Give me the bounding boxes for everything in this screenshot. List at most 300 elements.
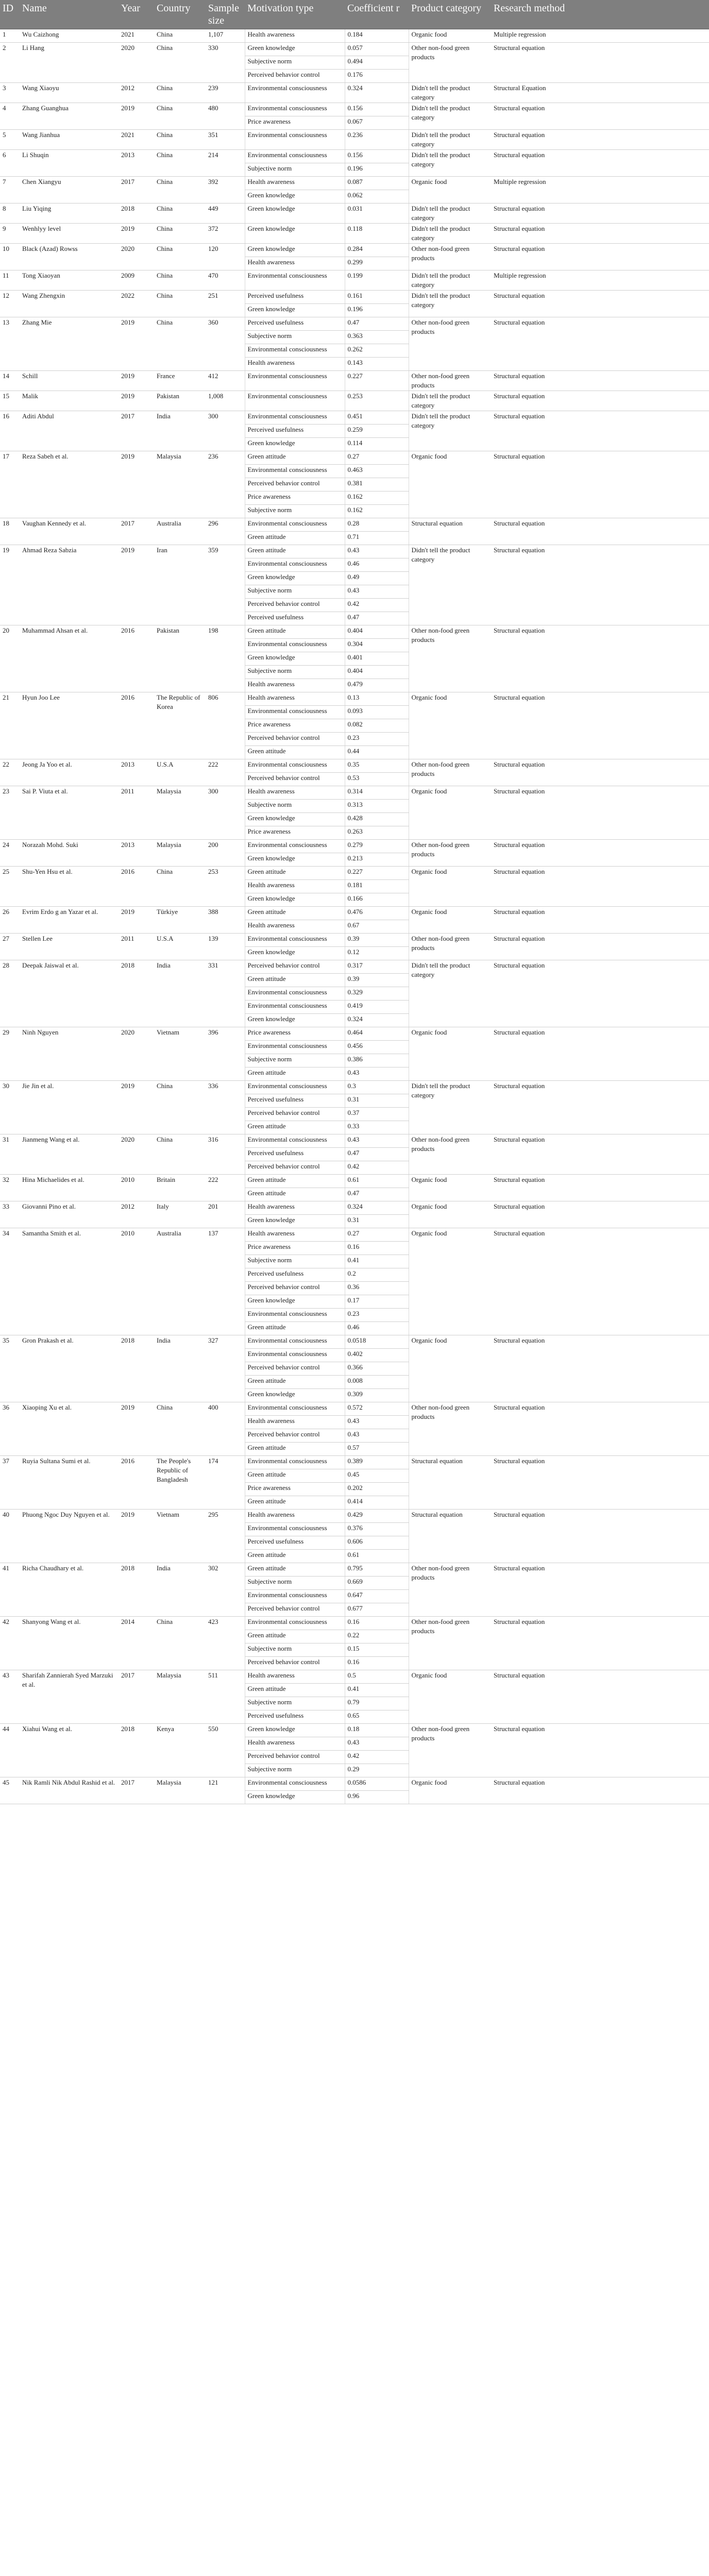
cell-research-method: Structural equation [491,244,709,270]
cell-coefficient: 0.463 [345,465,409,478]
cell-sample-size: 423 [206,1617,245,1670]
cell-id: 23 [0,786,20,840]
cell-year: 2012 [119,1201,154,1228]
cell-year: 2019 [119,103,154,130]
cell-coefficient: 0.37 [345,1108,409,1121]
cell-research-method: Structural equation [491,907,709,934]
cell-motivation-type: Environmental consciousness [245,1523,345,1536]
cell-motivation-type: Environmental consciousness [245,558,345,572]
cell-coefficient: 0.44 [345,746,409,759]
cell-motivation-type: Green attitude [245,1563,345,1577]
cell-motivation-type: Subjective norm [245,1697,345,1710]
cell-coefficient: 0.43 [345,1737,409,1751]
cell-name: Gron Prakash et al. [20,1335,119,1402]
cell-motivation-type: Green attitude [245,907,345,920]
table-row [0,411,709,425]
cell-motivation-type: Green knowledge [245,244,345,257]
cell-name: Zhang Guanghua [20,103,119,130]
cell-coefficient: 0.46 [345,1322,409,1335]
cell-coefficient: 0.47 [345,1188,409,1201]
table-row [0,1724,709,1737]
cell-name: Stellen Lee [20,934,119,960]
table-row [0,867,709,880]
cell-product-category: Organic food [409,786,491,840]
cell-motivation-type: Environmental consciousness [245,1456,345,1469]
cell-name: Evrim Erdo g an Yazar et al. [20,907,119,934]
cell-product-category: Other non-food green products [409,1617,491,1670]
cell-motivation-type: Environmental consciousness [245,103,345,116]
cell-sample-size: 330 [206,43,245,83]
cell-research-method: Structural equation [491,291,709,317]
cell-year: 2017 [119,518,154,545]
cell-coefficient: 0.184 [345,29,409,43]
cell-sample-size: 300 [206,411,245,451]
cell-coefficient: 0.17 [345,1295,409,1309]
cell-coefficient: 0.67 [345,920,409,934]
cell-coefficient: 0.0586 [345,1777,409,1791]
table-row [0,840,709,853]
cell-motivation-type: Environmental consciousness [245,1134,345,1148]
cell-country: China [154,270,206,291]
cell-coefficient: 0.79 [345,1697,409,1710]
cell-motivation-type: Environmental consciousness [245,1041,345,1054]
table-row [0,1510,709,1523]
cell-country: India [154,411,206,451]
cell-product-category: Other non-food green products [409,1402,491,1456]
cell-id: 24 [0,840,20,867]
cell-coefficient: 0.057 [345,43,409,56]
table-row [0,1081,709,1094]
cell-research-method: Structural equation [491,1175,709,1201]
cell-year: 2017 [119,411,154,451]
cell-coefficient: 0.429 [345,1510,409,1523]
cell-motivation-type: Green knowledge [245,438,345,451]
cell-product-category: Other non-food green products [409,317,491,371]
cell-sample-size: 296 [206,518,245,545]
cell-coefficient: 0.202 [345,1483,409,1496]
cell-coefficient: 0.376 [345,1523,409,1536]
cell-coefficient: 0.213 [345,853,409,867]
table-row [0,150,709,163]
cell-motivation-type: Green attitude [245,451,345,465]
table-row [0,907,709,920]
table-row [0,204,709,224]
cell-name: Black (Azad) Rowss [20,244,119,270]
cell-name: Aditi Abdul [20,411,119,451]
cell-year: 2020 [119,1027,154,1081]
cell-id: 32 [0,1175,20,1201]
cell-motivation-type: Price awareness [245,116,345,130]
cell-coefficient: 0.47 [345,1148,409,1161]
cell-name: Chen Xiangyu [20,177,119,204]
cell-sample-size: 359 [206,545,245,625]
cell-year: 2009 [119,270,154,291]
cell-motivation-type: Environmental consciousness [245,518,345,532]
cell-sample-size: 121 [206,1777,245,1804]
cell-motivation-type: Perceived usefulness [245,1148,345,1161]
cell-motivation-type: Green attitude [245,746,345,759]
cell-name: Norazah Mohd. Suki [20,840,119,867]
cell-motivation-type: Perceived behavior control [245,1603,345,1617]
cell-id: 16 [0,411,20,451]
cell-country: U.S.A [154,934,206,960]
table-row [0,391,709,411]
cell-name: Wang Zhengxin [20,291,119,317]
cell-id: 27 [0,934,20,960]
cell-year: 2010 [119,1228,154,1335]
cell-coefficient: 0.43 [345,1134,409,1148]
cell-coefficient: 0.313 [345,800,409,813]
cell-sample-size: 214 [206,150,245,177]
cell-name: Jianmeng Wang et al. [20,1134,119,1175]
cell-id: 33 [0,1201,20,1228]
cell-motivation-type: Green attitude [245,1550,345,1563]
cell-coefficient: 0.299 [345,257,409,270]
cell-id: 41 [0,1563,20,1617]
cell-id: 6 [0,150,20,177]
cell-coefficient: 0.386 [345,1054,409,1067]
cell-product-category: Organic food [409,1201,491,1228]
cell-name: Shu-Yen Hsu et al. [20,867,119,907]
cell-research-method: Structural equation [491,1617,709,1670]
cell-coefficient: 0.324 [345,83,409,103]
cell-coefficient: 0.156 [345,150,409,163]
cell-country: India [154,960,206,1027]
cell-year: 2020 [119,1134,154,1175]
cell-country: China [154,244,206,270]
cell-motivation-type: Subjective norm [245,800,345,813]
cell-product-category: Organic food [409,1027,491,1081]
cell-motivation-type: Environmental consciousness [245,987,345,1001]
cell-coefficient: 0.479 [345,679,409,692]
cell-product-category: Didn't tell the product category [409,291,491,317]
cell-id: 44 [0,1724,20,1777]
cell-research-method: Structural equation [491,1777,709,1804]
cell-country: China [154,291,206,317]
cell-coefficient: 0.47 [345,612,409,625]
cell-coefficient: 0.259 [345,425,409,438]
header-name: Name [20,0,119,29]
cell-coefficient: 0.317 [345,960,409,974]
cell-coefficient: 0.16 [345,1657,409,1670]
cell-coefficient: 0.2 [345,1268,409,1282]
cell-product-category: Other non-food green products [409,1134,491,1175]
cell-year: 2020 [119,43,154,83]
cell-coefficient: 0.162 [345,505,409,518]
cell-motivation-type: Green attitude [245,1469,345,1483]
cell-motivation-type: Green attitude [245,1067,345,1081]
cell-sample-size: 222 [206,759,245,786]
cell-research-method: Structural equation [491,867,709,907]
cell-research-method: Structural equation [491,960,709,1027]
table-row [0,625,709,639]
cell-coefficient: 0.199 [345,270,409,291]
cell-motivation-type: Environmental consciousness [245,270,345,291]
table-row [0,1563,709,1577]
cell-year: 2013 [119,759,154,786]
cell-motivation-type: Health awareness [245,1670,345,1684]
cell-id: 5 [0,130,20,150]
cell-product-category: Didn't tell the product category [409,83,491,103]
cell-year: 2018 [119,1335,154,1402]
cell-id: 43 [0,1670,20,1724]
cell-motivation-type: Green knowledge [245,572,345,585]
cell-coefficient: 0.404 [345,666,409,679]
cell-name: Zhang Mie [20,317,119,371]
table-header [0,0,709,29]
cell-coefficient: 0.42 [345,599,409,612]
cell-motivation-type: Green knowledge [245,204,345,224]
cell-motivation-type: Green attitude [245,1175,345,1188]
cell-coefficient: 0.309 [345,1389,409,1402]
cell-product-category: Organic food [409,692,491,759]
cell-coefficient: 0.96 [345,1791,409,1804]
cell-motivation-type: Environmental consciousness [245,411,345,425]
cell-product-category: Organic food [409,1228,491,1335]
cell-country: India [154,1563,206,1617]
cell-coefficient: 0.43 [345,1429,409,1443]
cell-motivation-type: Health awareness [245,257,345,270]
cell-coefficient: 0.27 [345,451,409,465]
cell-motivation-type: Environmental consciousness [245,83,345,103]
cell-country: Malaysia [154,1670,206,1724]
header-motivation-type: Motivation type [245,0,345,29]
cell-year: 2019 [119,451,154,518]
cell-country: Pakistan [154,625,206,692]
cell-coefficient: 0.404 [345,625,409,639]
cell-research-method: Structural Equation [491,83,709,103]
cell-coefficient: 0.39 [345,934,409,947]
cell-product-category: Didn't tell the product category [409,103,491,130]
cell-motivation-type: Perceived usefulness [245,1536,345,1550]
cell-year: 2020 [119,244,154,270]
cell-name: Malik [20,391,119,411]
cell-motivation-type: Green attitude [245,1376,345,1389]
cell-name: Hina Michaelides et al. [20,1175,119,1201]
table-row [0,43,709,56]
cell-coefficient: 0.227 [345,867,409,880]
cell-motivation-type: Health awareness [245,358,345,371]
cell-motivation-type: Green knowledge [245,853,345,867]
cell-motivation-type: Health awareness [245,679,345,692]
cell-id: 36 [0,1402,20,1456]
cell-country: China [154,1134,206,1175]
cell-country: Türkiye [154,907,206,934]
cell-coefficient: 0.12 [345,947,409,960]
table-row [0,692,709,706]
cell-name: Ruyia Sultana Sumi et al. [20,1456,119,1510]
cell-coefficient: 0.29 [345,1764,409,1777]
cell-name: Hyun Joo Lee [20,692,119,759]
cell-sample-size: 236 [206,451,245,518]
cell-country: China [154,1402,206,1456]
cell-name: Muhammad Ahsan et al. [20,625,119,692]
cell-research-method: Structural equation [491,317,709,371]
cell-motivation-type: Health awareness [245,692,345,706]
cell-sample-size: 550 [206,1724,245,1777]
cell-product-category: Other non-food green products [409,625,491,692]
cell-country: Malaysia [154,451,206,518]
cell-name: Ninh Nguyen [20,1027,119,1081]
cell-product-category: Didn't tell the product category [409,545,491,625]
cell-country: China [154,103,206,130]
table-row [0,1670,709,1684]
cell-name: Vaughan Kennedy et al. [20,518,119,545]
cell-id: 30 [0,1081,20,1134]
cell-id: 15 [0,391,20,411]
cell-coefficient: 0.57 [345,1443,409,1456]
cell-motivation-type: Green attitude [245,1630,345,1643]
cell-sample-size: 1,107 [206,29,245,43]
cell-coefficient: 0.31 [345,1094,409,1108]
cell-motivation-type: Health awareness [245,880,345,893]
cell-name: Li Hang [20,43,119,83]
cell-year: 2013 [119,840,154,867]
cell-motivation-type: Perceived behavior control [245,1657,345,1670]
table-row [0,317,709,331]
cell-id: 13 [0,317,20,371]
cell-motivation-type: Green knowledge [245,190,345,204]
cell-motivation-type: Perceived behavior control [245,1108,345,1121]
cell-coefficient: 0.227 [345,371,409,391]
cell-name: Sharifah Zannierah Syed Marzuki et al. [20,1670,119,1724]
cell-coefficient: 0.389 [345,1456,409,1469]
cell-country: Italy [154,1201,206,1228]
header-product-category: Product category [409,0,491,29]
cell-coefficient: 0.36 [345,1282,409,1295]
cell-country: Kenya [154,1724,206,1777]
cell-research-method: Structural equation [491,934,709,960]
cell-product-category: Didn't tell the product category [409,1081,491,1134]
cell-motivation-type: Subjective norm [245,163,345,177]
cell-motivation-type: Perceived behavior control [245,1429,345,1443]
cell-year: 2018 [119,960,154,1027]
cell-year: 2019 [119,391,154,411]
cell-year: 2012 [119,83,154,103]
cell-id: 35 [0,1335,20,1402]
cell-product-category: Other non-food green products [409,43,491,83]
cell-coefficient: 0.49 [345,572,409,585]
cell-country: China [154,1617,206,1670]
cell-motivation-type: Environmental consciousness [245,1309,345,1322]
cell-coefficient: 0.47 [345,317,409,331]
cell-motivation-type: Health awareness [245,1201,345,1215]
cell-motivation-type: Environmental consciousness [245,840,345,853]
cell-product-category: Organic food [409,29,491,43]
cell-motivation-type: Green knowledge [245,1295,345,1309]
cell-motivation-type: Health awareness [245,786,345,800]
table-row [0,934,709,947]
cell-motivation-type: Environmental consciousness [245,639,345,652]
cell-motivation-type: Subjective norm [245,505,345,518]
cell-sample-size: 392 [206,177,245,204]
cell-product-category: Didn't tell the product category [409,130,491,150]
cell-product-category: Didn't tell the product category [409,224,491,244]
cell-sample-size: 470 [206,270,245,291]
cell-motivation-type: Price awareness [245,1027,345,1041]
cell-id: 28 [0,960,20,1027]
cell-name: Samantha Smith et al. [20,1228,119,1335]
cell-country: Britain [154,1175,206,1201]
cell-coefficient: 0.161 [345,291,409,304]
cell-coefficient: 0.304 [345,639,409,652]
cell-name: Phuong Ngoc Duy Nguyen et al. [20,1510,119,1563]
cell-coefficient: 0.606 [345,1536,409,1550]
table-row [0,518,709,532]
cell-product-category: Organic food [409,1175,491,1201]
table-row [0,1402,709,1416]
cell-name: Tong Xiaoyan [20,270,119,291]
cell-product-category: Other non-food green products [409,371,491,391]
cell-motivation-type: Subjective norm [245,1255,345,1268]
cell-research-method: Structural equation [491,1027,709,1081]
cell-sample-size: 372 [206,224,245,244]
cell-id: 4 [0,103,20,130]
cell-research-method: Structural equation [491,1563,709,1617]
table-row [0,545,709,558]
cell-country: Iran [154,545,206,625]
cell-id: 18 [0,518,20,545]
cell-motivation-type: Environmental consciousness [245,1402,345,1416]
cell-motivation-type: Perceived usefulness [245,1268,345,1282]
cell-year: 2022 [119,291,154,317]
cell-coefficient: 0.196 [345,163,409,177]
cell-year: 2016 [119,625,154,692]
cell-product-category: Didn't tell the product category [409,204,491,224]
cell-motivation-type: Green knowledge [245,1389,345,1402]
cell-coefficient: 0.45 [345,1469,409,1483]
cell-sample-size: 295 [206,1510,245,1563]
cell-year: 2019 [119,224,154,244]
cell-research-method: Structural equation [491,1134,709,1175]
table-row [0,1134,709,1148]
cell-motivation-type: Environmental consciousness [245,706,345,719]
cell-motivation-type: Green knowledge [245,1215,345,1228]
cell-coefficient: 0.401 [345,652,409,666]
cell-motivation-type: Perceived behavior control [245,1362,345,1376]
cell-research-method: Structural equation [491,1724,709,1777]
cell-coefficient: 0.677 [345,1603,409,1617]
table-row [0,960,709,974]
cell-research-method: Structural equation [491,545,709,625]
cell-coefficient: 0.176 [345,70,409,83]
cell-motivation-type: Green attitude [245,545,345,558]
cell-sample-size: 449 [206,204,245,224]
cell-motivation-type: Green attitude [245,1443,345,1456]
cell-motivation-type: Subjective norm [245,1577,345,1590]
cell-country: Australia [154,518,206,545]
table-row [0,224,709,244]
cell-coefficient: 0.16 [345,1242,409,1255]
cell-name: Liu Yiqing [20,204,119,224]
cell-motivation-type: Health awareness [245,920,345,934]
cell-country: Malaysia [154,1777,206,1804]
cell-coefficient: 0.43 [345,1067,409,1081]
table-row [0,1228,709,1242]
cell-country: China [154,83,206,103]
cell-coefficient: 0.61 [345,1175,409,1188]
cell-country: India [154,1335,206,1402]
cell-coefficient: 0.062 [345,190,409,204]
header-coefficient: Coefficient r [345,0,409,29]
table-row [0,451,709,465]
cell-name: Ahmad Reza Sabzia [20,545,119,625]
cell-coefficient: 0.329 [345,987,409,1001]
cell-product-category: Didn't tell the product category [409,960,491,1027]
cell-year: 2016 [119,692,154,759]
cell-motivation-type: Perceived behavior control [245,599,345,612]
table-row [0,1201,709,1215]
